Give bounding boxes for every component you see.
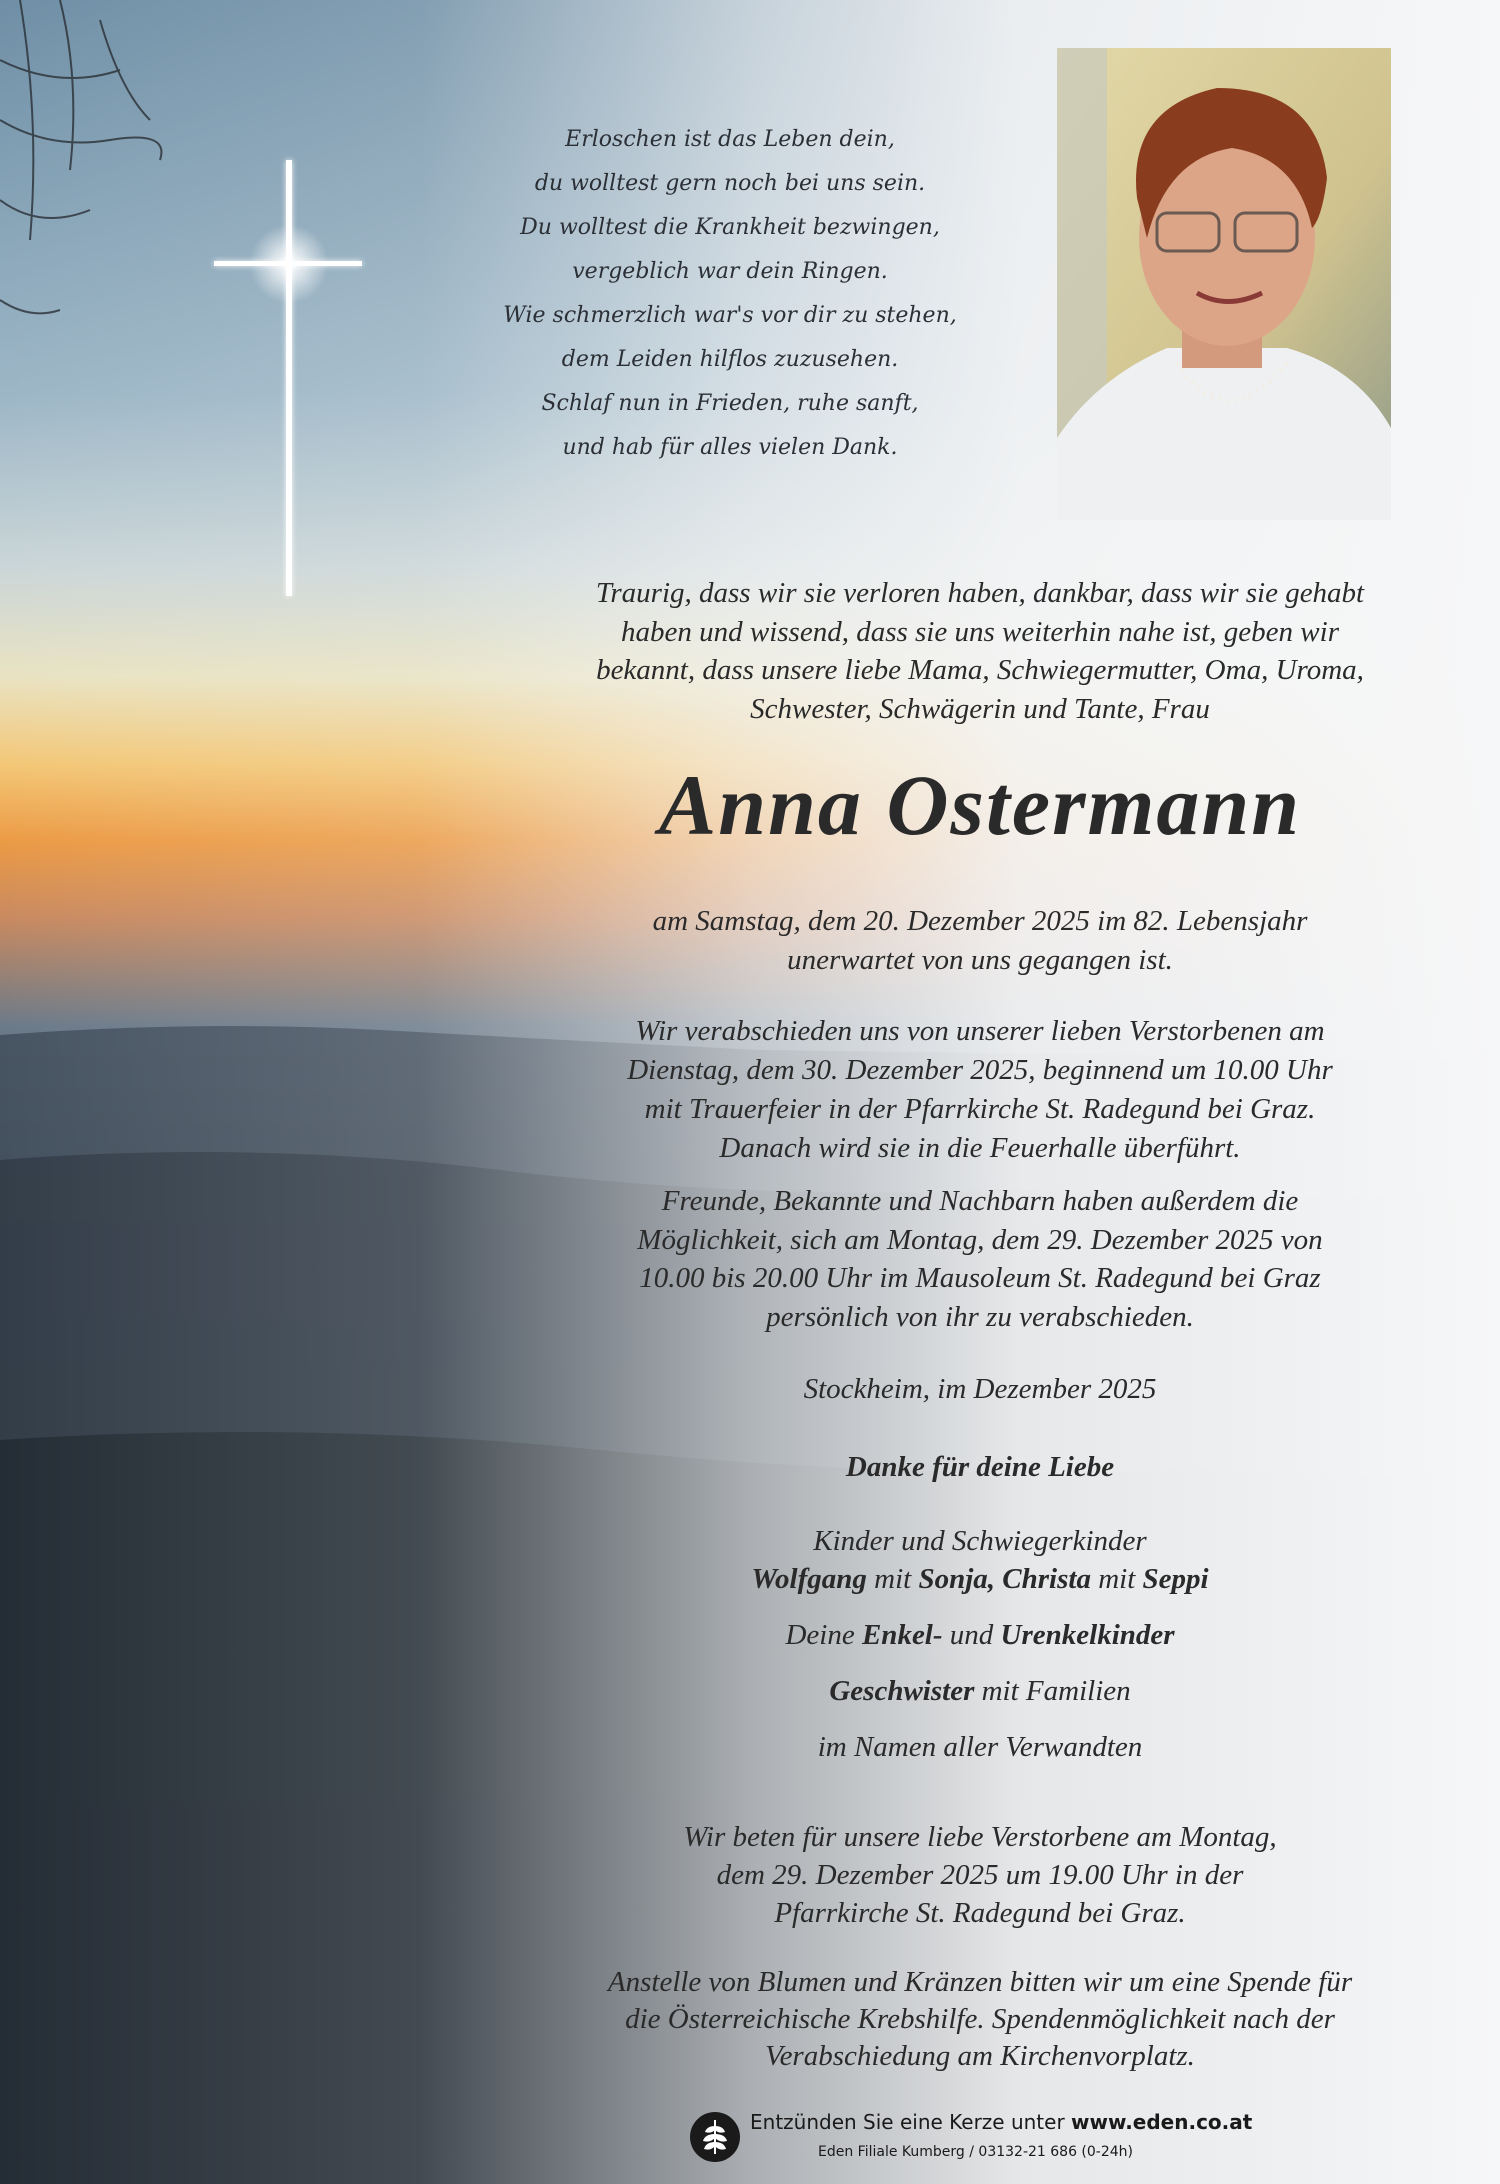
poem-line: vergeblich war dein Ringen. bbox=[572, 259, 888, 284]
thanks-line bbox=[500, 1448, 1460, 1486]
donation-line: Verabschiedung am Kirchenvorplatz. bbox=[765, 2040, 1195, 2072]
prayer-info bbox=[500, 1818, 1460, 1932]
funeral-line: Dienstag, dem 30. Dezember 2025, beginnend um 10.00 Uhr bbox=[627, 1054, 1333, 1086]
donation-info bbox=[500, 1964, 1460, 2075]
intro-line: haben und wissend, dass sie uns weiterhin nahe ist, geben wir bbox=[620, 615, 1339, 648]
poem-line: Erloschen ist das Leben dein, bbox=[565, 127, 895, 152]
intro-line: Traurig, dass wir sie verloren haben, dankbar, dass wir sie gehabt bbox=[595, 577, 1365, 609]
poem-line: Wie schmerzlich war's vor dir zu stehen, bbox=[503, 303, 957, 328]
prayer-line: Pfarrkirche St. Radegund bei Graz. bbox=[774, 1897, 1186, 1929]
donation-line: die Österreichische Krebshilfe. Spendenmöglichkeit nach der bbox=[625, 2003, 1335, 2035]
portrait-photo bbox=[1057, 48, 1391, 520]
death-line: unerwartet von uns gegangen ist. bbox=[787, 943, 1173, 976]
thanks-text: Danke für deine Liebe bbox=[845, 1451, 1115, 1483]
family-line bbox=[500, 1728, 1460, 1766]
family-name: Sonja, Christa bbox=[918, 1563, 1091, 1595]
place-line: Stockheim, im Dezember 2025 bbox=[803, 1373, 1157, 1405]
family-name: Seppi bbox=[1142, 1563, 1209, 1595]
leaf-icon bbox=[690, 2112, 740, 2162]
mausoleum-line: persönlich von ihr zu verabschieden. bbox=[766, 1300, 1194, 1333]
poem-line: Schlaf nun in Frieden, ruhe sanft, bbox=[541, 391, 919, 416]
family-line bbox=[500, 1522, 1460, 1560]
mausoleum-line: 10.00 bis 20.00 Uhr im Mausoleum St. Radegund bei Graz bbox=[639, 1262, 1321, 1294]
family-name: Wolfgang bbox=[751, 1563, 867, 1595]
mausoleum-line: Möglichkeit, sich am Montag, dem 29. Dezember 2025 von bbox=[637, 1223, 1323, 1256]
family-name: Geschwister bbox=[829, 1675, 975, 1707]
footer-url[interactable]: www.eden.co.at bbox=[1071, 2110, 1253, 2134]
family-list bbox=[500, 1522, 1460, 1784]
family-line bbox=[500, 1672, 1460, 1710]
family-text: und bbox=[942, 1619, 1001, 1651]
funeral-line: mit Trauerfeier in der Pfarrkirche St. Radegund bei Graz. bbox=[644, 1093, 1316, 1125]
family-text: mit Familien bbox=[974, 1675, 1131, 1707]
family-text: mit bbox=[1090, 1563, 1143, 1595]
poem bbox=[470, 118, 990, 470]
cross-icon bbox=[286, 160, 292, 596]
donation-line: Anstelle von Blumen und Kränzen bitten wir um eine Spende für bbox=[607, 1966, 1353, 1998]
footer-label: Entzünden Sie eine Kerze unter bbox=[750, 2110, 1072, 2134]
family-text: mit bbox=[866, 1563, 919, 1595]
footer bbox=[690, 2106, 1253, 2168]
funeral-info bbox=[500, 1012, 1460, 1168]
funeral-line: Wir verabschieden uns von unserer lieben Verstorbenen am bbox=[635, 1015, 1325, 1047]
poem-line: du wolltest gern noch bei uns sein. bbox=[534, 171, 926, 196]
deceased-name: Anna Ostermann bbox=[658, 757, 1302, 853]
prayer-line: dem 29. Dezember 2025 um 19.00 Uhr in der bbox=[716, 1859, 1244, 1891]
family-line bbox=[500, 1560, 1460, 1598]
poem-line: und hab für alles vielen Dank. bbox=[562, 435, 898, 460]
family-line bbox=[500, 1616, 1460, 1654]
death-line: am Samstag, dem 20. Dezember 2025 im 82. Lebensjahr bbox=[652, 905, 1308, 937]
family-name: Enkel- bbox=[861, 1619, 943, 1651]
family-text: Deine bbox=[785, 1619, 862, 1651]
place-date bbox=[500, 1370, 1460, 1408]
family-text: Kinder und Schwiegerkinder bbox=[813, 1525, 1147, 1557]
poem-line: dem Leiden hilflos zuzusehen. bbox=[561, 347, 899, 372]
intro-line: bekannt, dass unsere liebe Mama, Schwiegermutter, Oma, Uroma, bbox=[596, 654, 1364, 686]
mausoleum-line: Freunde, Bekannte und Nachbarn haben außerdem die bbox=[661, 1185, 1299, 1217]
intro-text bbox=[500, 574, 1460, 728]
funeral-line: Danach wird sie in die Feuerhalle überführt. bbox=[719, 1132, 1241, 1164]
footer-contact: Eden Filiale Kumberg / 03132-21 686 (0-24h) bbox=[818, 2144, 1134, 2160]
family-name: Urenkelkinder bbox=[1000, 1619, 1175, 1651]
family-text: im Namen aller Verwandten bbox=[817, 1731, 1143, 1763]
cross-bar bbox=[214, 261, 362, 266]
mausoleum-info bbox=[500, 1182, 1460, 1336]
footer-text bbox=[750, 2110, 1252, 2134]
intro-line: Schwester, Schwägerin und Tante, Frau bbox=[750, 692, 1210, 725]
death-info bbox=[500, 902, 1460, 979]
poem-line: Du wolltest die Krankheit bezwingen, bbox=[520, 215, 940, 240]
prayer-line: Wir beten für unsere liebe Verstorbene am Montag, bbox=[683, 1821, 1277, 1853]
